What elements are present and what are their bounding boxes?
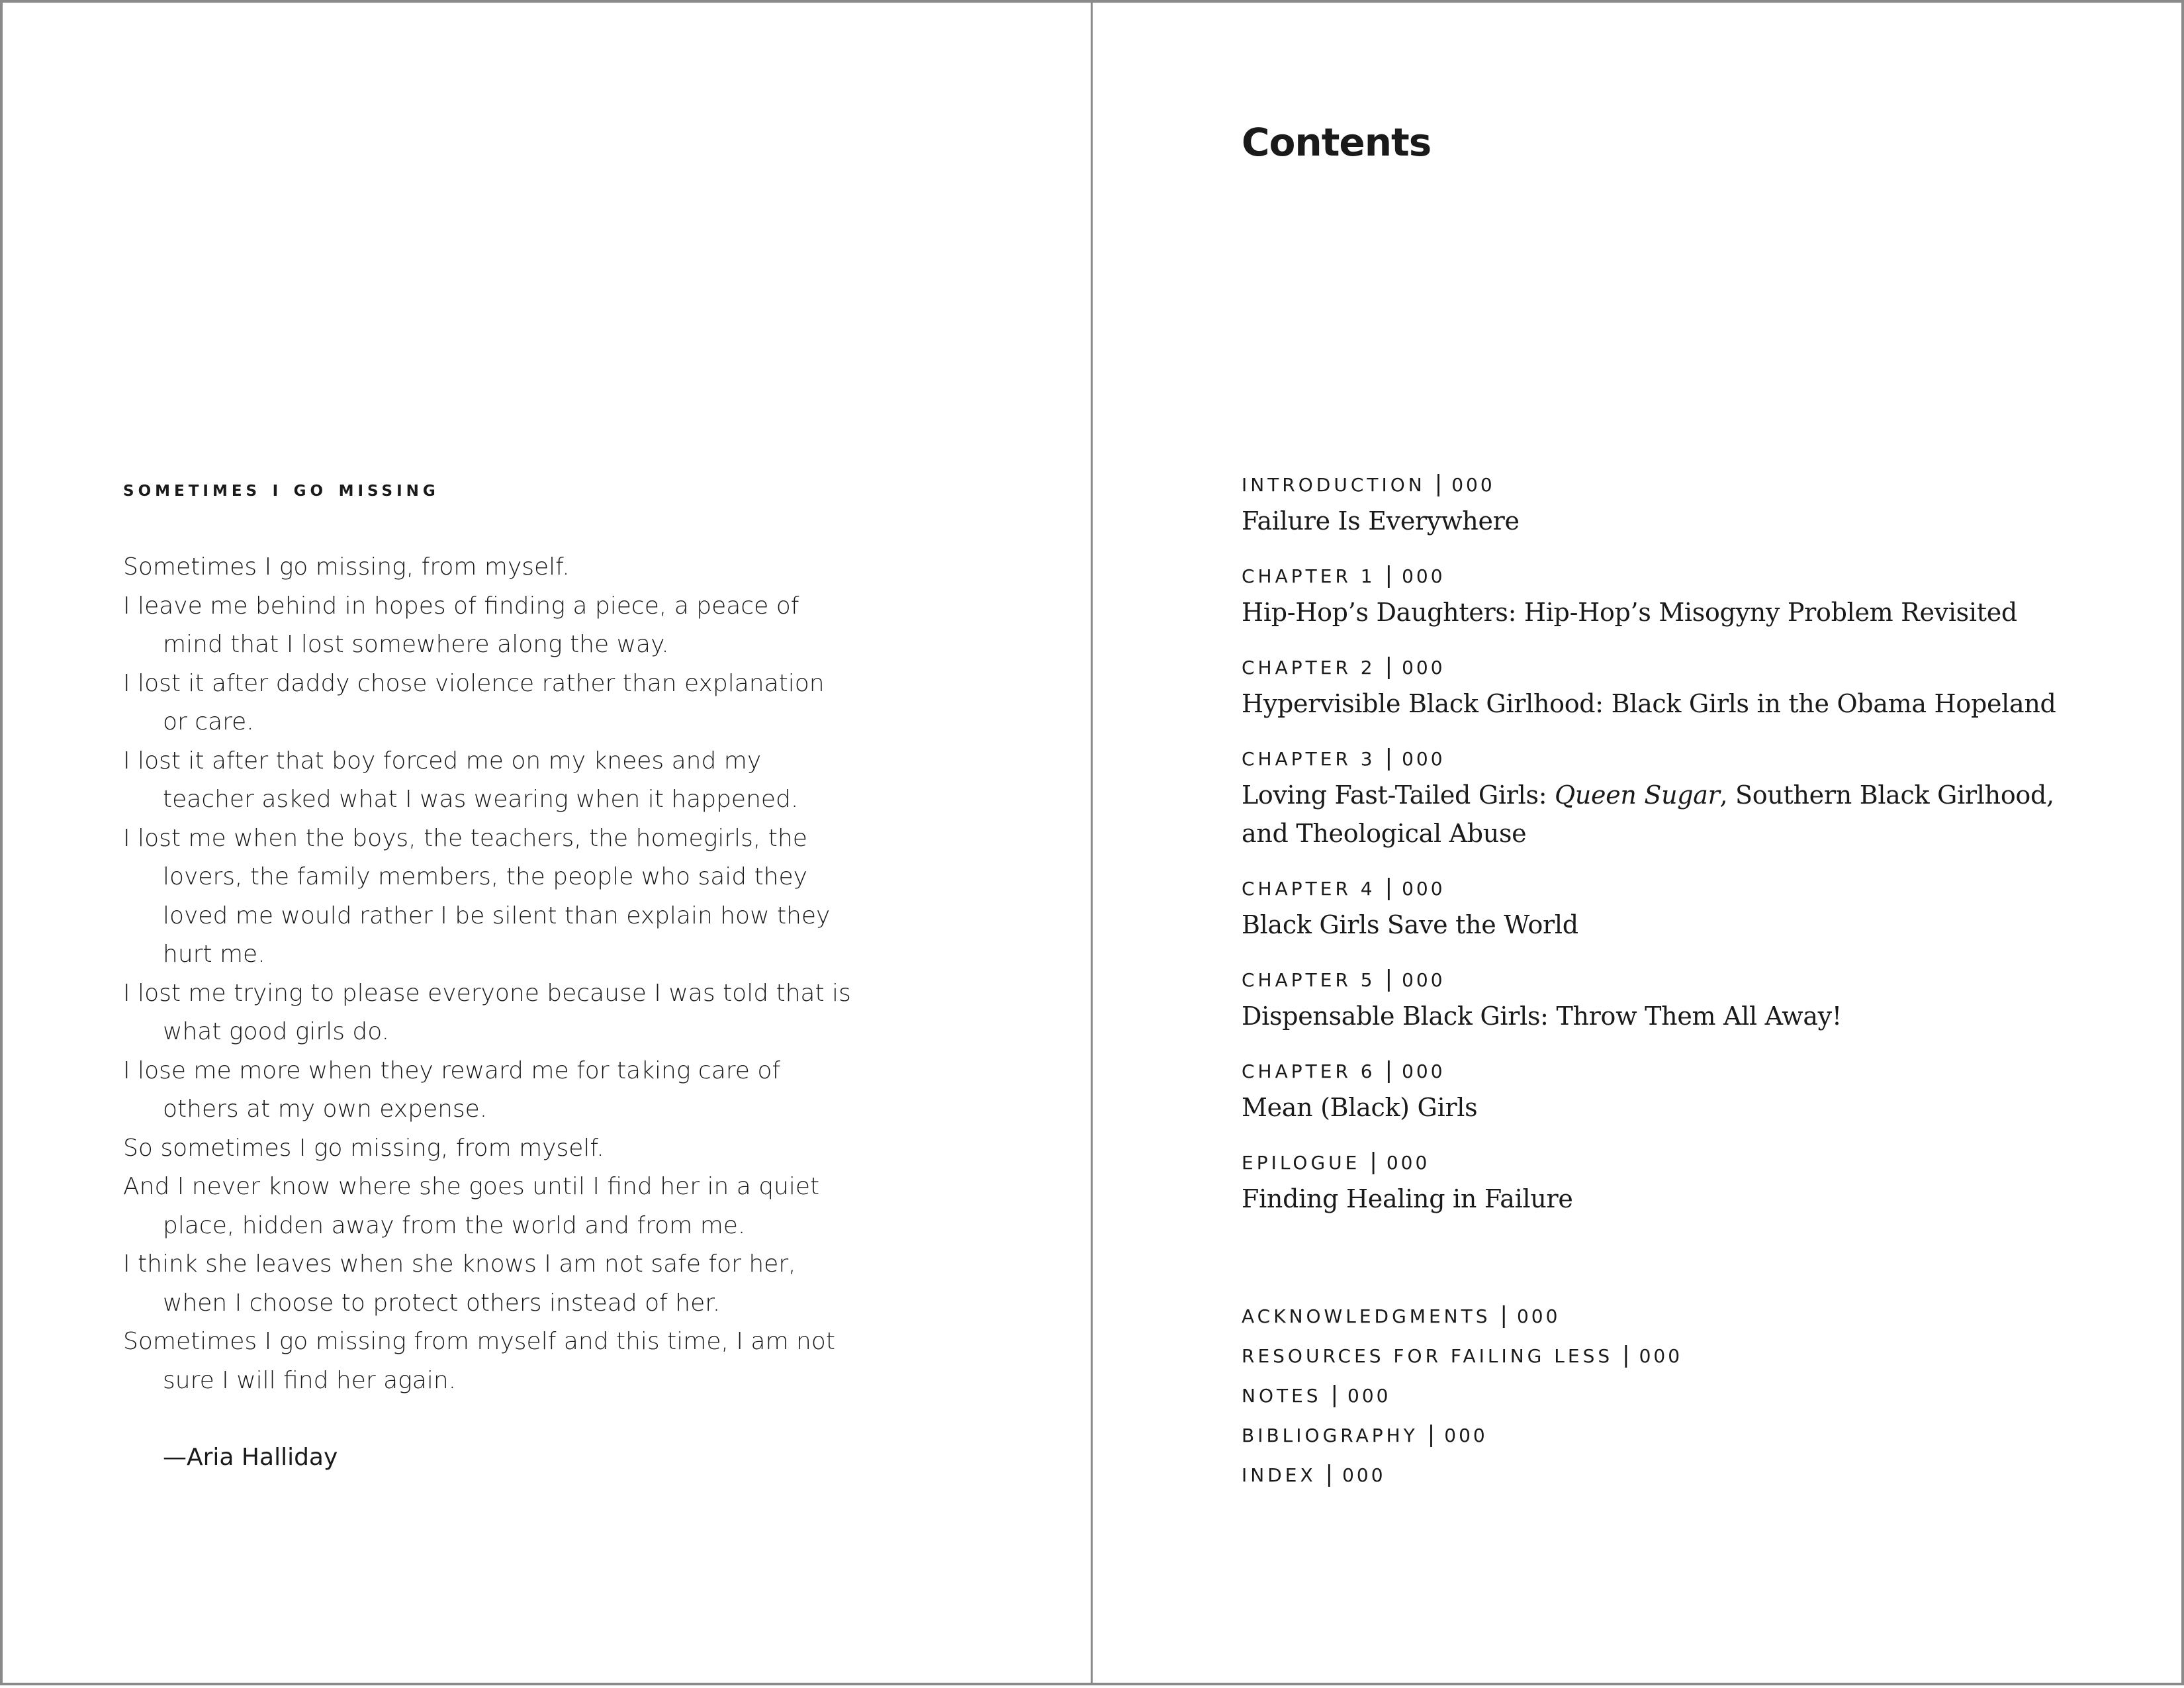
toc-separator: | — [1385, 966, 1393, 992]
toc-separator: | — [1385, 1057, 1393, 1084]
poem-line: I leave me behind in hopes of finding a piece, a peace of mind that I lost somewhere along the way. — [123, 592, 799, 658]
toc-title: Finding Healing in Failure — [1242, 1184, 1573, 1213]
toc-title: Mean (Black) Girls — [1242, 1093, 1478, 1122]
poem-line: And I never know where she goes until I find her in a quiet place, hidden away from the world and from me. — [123, 1173, 820, 1239]
toc-page-number: 000 — [1402, 657, 1445, 679]
toc-entry-chapter-1[interactable] — [1242, 559, 2102, 632]
toc-label — [1242, 1145, 2102, 1180]
toc-separator: | — [1385, 653, 1393, 680]
toc-label-text: INDEX — [1242, 1464, 1316, 1486]
toc-label — [1242, 467, 2102, 502]
poem-line: I lost me trying to please everyone because I was told that is what good girls do. — [123, 979, 851, 1045]
toc-title: Failure Is Everywhere — [1242, 506, 1520, 536]
toc-separator: | — [1385, 562, 1393, 588]
toc-title-part: , Southern Black Girlhood, and Theological Abuse — [1242, 780, 2054, 848]
toc-separator: | — [1369, 1149, 1377, 1175]
toc-label — [1242, 650, 2102, 684]
toc-entry-chapter-4[interactable] — [1242, 871, 2102, 944]
toc-page-number: 000 — [1347, 1385, 1391, 1407]
poem-attribution: —Aria Halliday — [163, 1444, 338, 1471]
toc-entry-acknowledgments[interactable] — [1242, 1296, 1682, 1336]
toc-label-text: CHAPTER 4 — [1242, 878, 1376, 900]
toc-title: Hip-Hop’s Daughters: Hip-Hop’s Misogyny Problem Revisited — [1242, 598, 2017, 627]
toc-label — [1242, 741, 2102, 776]
poem-lines — [123, 548, 851, 1400]
toc-entry-chapter-6[interactable] — [1242, 1054, 2102, 1127]
toc-page-number: 000 — [1402, 1060, 1445, 1082]
poem-line: I lost it after that boy forced me on my knees and my teacher asked what I was wearing when it happened. — [123, 747, 799, 813]
toc-title: Black Girls Save the World — [1242, 910, 1578, 939]
toc-separator: | — [1427, 1421, 1435, 1448]
toc-label-text: INTRODUCTION — [1242, 474, 1426, 496]
toc-separator: | — [1325, 1461, 1334, 1487]
poem-line: Sometimes I go missing from myself and this time, I am not sure I will find her again. — [123, 1328, 835, 1394]
toc-title: Dispensable Black Girls: Throw Them All Away! — [1242, 1002, 1842, 1031]
toc-title: Hypervisible Black Girlhood: Black Girls in the Obama Hopeland — [1242, 689, 2056, 718]
toc-label — [1242, 871, 2102, 906]
toc-title — [1242, 776, 2102, 853]
poem-line: I think she leaves when she knows I am not safe for her, when I choose to protect others instead of her. — [123, 1250, 796, 1317]
toc-page-number: 000 — [1639, 1345, 1683, 1367]
toc-title-italic: Queen Sugar — [1554, 780, 1720, 810]
toc-label-text: CHAPTER 5 — [1242, 969, 1376, 991]
toc-label-text: NOTES — [1242, 1385, 1322, 1407]
poem-line: So sometimes I go missing, from myself. — [123, 1134, 604, 1162]
poem — [123, 471, 851, 1477]
toc-separator: | — [1500, 1302, 1508, 1329]
contents-heading: Contents — [1242, 120, 1432, 165]
toc-entry-bibliography[interactable] — [1242, 1415, 1682, 1455]
toc-page-number: 000 — [1342, 1464, 1386, 1486]
toc-page-number: 000 — [1386, 1152, 1430, 1174]
toc-label-text: EPILOGUE — [1242, 1152, 1361, 1174]
toc-page-number: 000 — [1402, 969, 1445, 991]
toc-entry-resources[interactable] — [1242, 1336, 1682, 1376]
toc-label-text: BIBLIOGRAPHY — [1242, 1425, 1418, 1446]
poem-line: Sometimes I go missing, from myself. — [123, 553, 570, 581]
toc-page-number: 000 — [1516, 1305, 1561, 1327]
toc-entry-index[interactable] — [1242, 1455, 1682, 1495]
toc-page-number: 000 — [1402, 878, 1445, 900]
poem-line: I lost it after daddy chose violence rather than explanation or care. — [123, 669, 825, 735]
toc-backmatter — [1242, 1296, 1682, 1495]
toc-entry-chapter-2[interactable] — [1242, 650, 2102, 723]
toc-entry-epilogue[interactable] — [1242, 1145, 2102, 1218]
toc-entry-introduction[interactable] — [1242, 467, 2102, 540]
toc-page-number: 000 — [1402, 565, 1445, 587]
toc-label-text: CHAPTER 2 — [1242, 657, 1376, 679]
toc-label — [1242, 962, 2102, 997]
toc-separator: | — [1385, 874, 1393, 901]
toc-page-number: 000 — [1451, 474, 1495, 496]
poem-line: I lose me more when they reward me for taking care of others at my own expense. — [123, 1056, 781, 1123]
toc-label-text: CHAPTER 3 — [1242, 748, 1376, 770]
toc-page-number: 000 — [1444, 1425, 1488, 1446]
toc-title-part: Loving Fast-Tailed Girls: — [1242, 780, 1555, 810]
toc-label-text: RESOURCES FOR FAILING LESS — [1242, 1345, 1614, 1367]
toc-separator: | — [1622, 1342, 1630, 1368]
toc-label-text: CHAPTER 1 — [1242, 565, 1376, 587]
poem-title: sometimes i go missing — [123, 475, 439, 501]
toc-page-number: 000 — [1402, 748, 1445, 770]
toc-separator: | — [1385, 745, 1393, 771]
toc-entry-notes[interactable] — [1242, 1376, 1682, 1415]
toc-label — [1242, 559, 2102, 593]
toc-separator: | — [1330, 1382, 1339, 1408]
toc-label-text: ACKNOWLEDGMENTS — [1242, 1305, 1491, 1327]
poem-line: I lost me when the boys, the teachers, the homegirls, the lovers, the family members, the people who said they loved me would rather I be silent than explain how they hurt me. — [123, 824, 831, 968]
toc-label — [1242, 1054, 2102, 1088]
toc-entry-chapter-5[interactable] — [1242, 962, 2102, 1035]
toc-label-text: CHAPTER 6 — [1242, 1060, 1376, 1082]
toc-entry-chapter-3[interactable] — [1242, 741, 2102, 853]
table-of-contents — [1242, 467, 2102, 1237]
toc-separator: | — [1434, 471, 1443, 497]
